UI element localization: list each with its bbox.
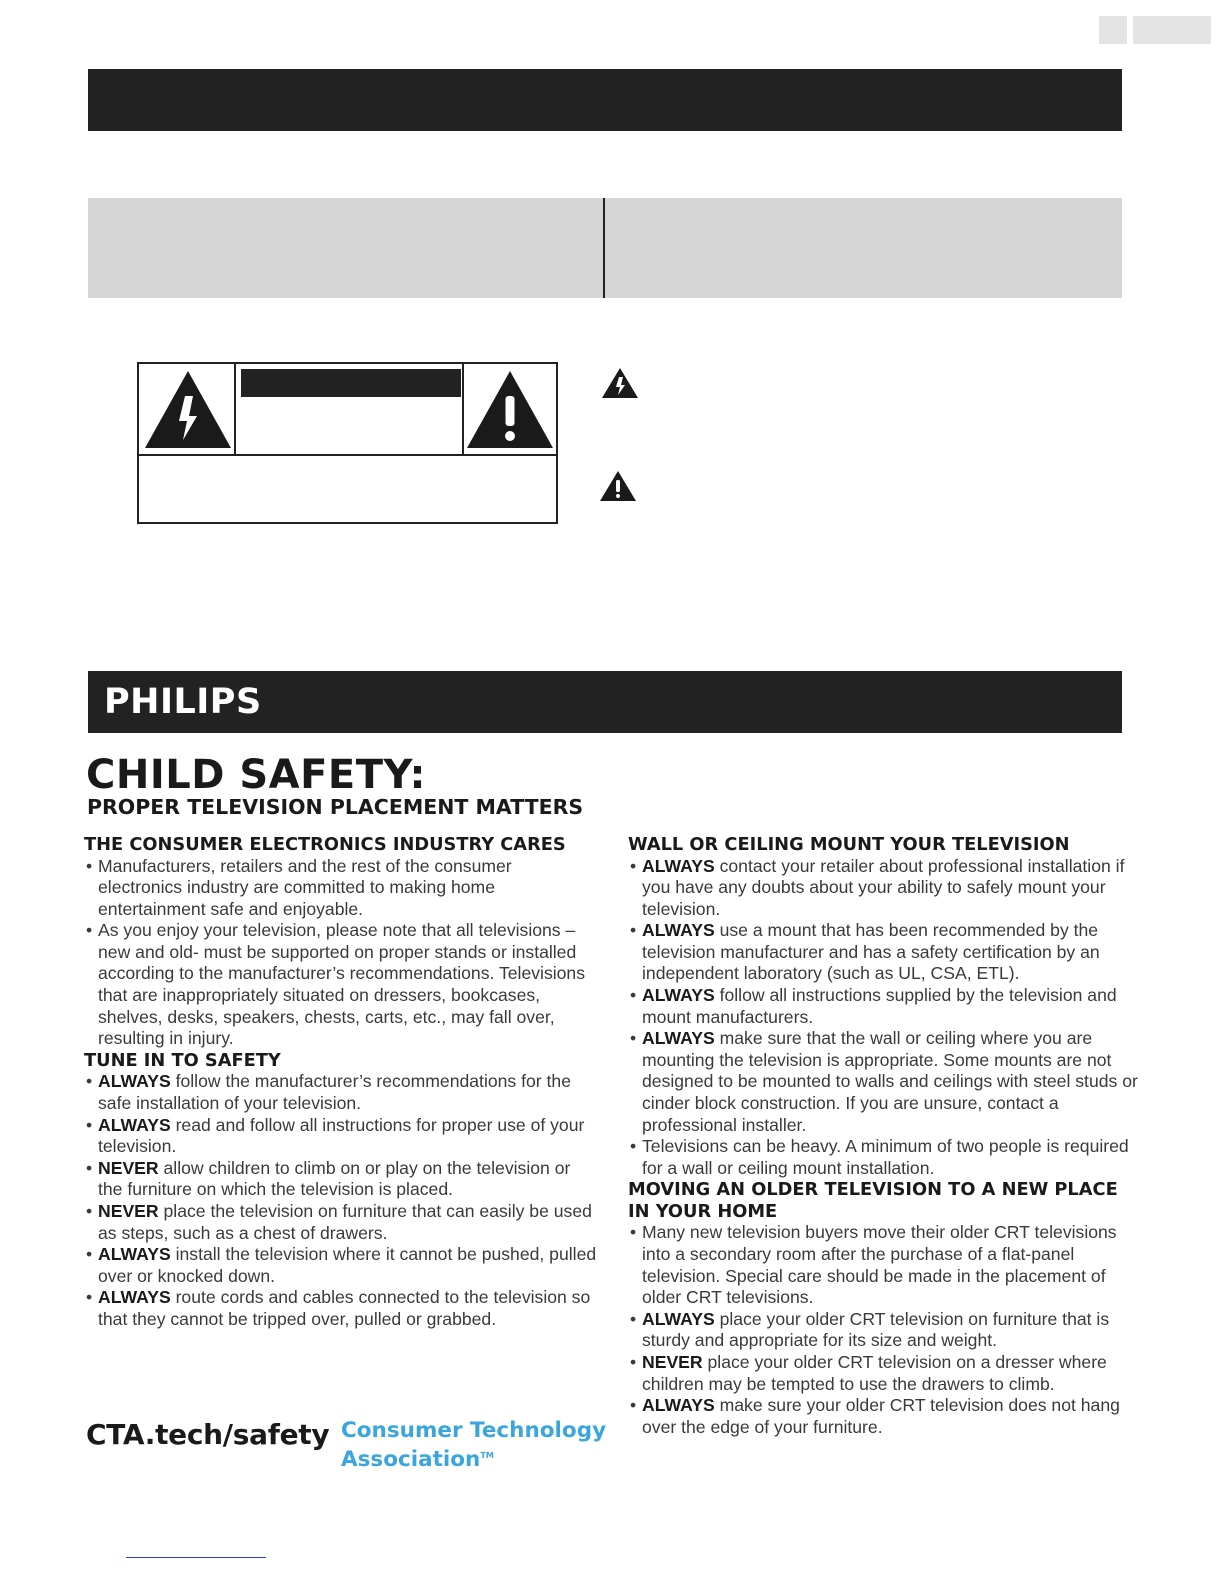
left-column xyxy=(84,834,599,1330)
caution-title-bar xyxy=(241,369,461,397)
tune-in-list xyxy=(84,1071,599,1330)
list-item: • Manufacturers, retailers and the rest of the consumer electronics industry are committed to making home entertainment safe and enjoyable. xyxy=(84,856,599,921)
list-item: • Many new television buyers move their older CRT televisions into a secondary room after the purchase of a flat-panel television. Special care should be made in the placement of older CRT televisions. xyxy=(628,1222,1138,1308)
caution-exclamation-cell xyxy=(464,364,556,454)
exclamation-triangle-icon xyxy=(464,366,556,452)
list-item: • ALWAYS use a mount that has been recommended by the television manufacturer and has a safety certification by an independent laboratory (such as UL, CSA, ETL). xyxy=(628,920,1138,985)
page-tab-right xyxy=(1133,16,1211,44)
info-panel-left xyxy=(88,198,604,298)
moving-tv-list xyxy=(628,1222,1138,1438)
panel-divider xyxy=(603,198,605,298)
section-heading: THE CONSUMER ELECTRONICS INDUSTRY CARES xyxy=(84,834,566,855)
list-item: • ALWAYS route cords and cables connected to the television so that they cannot be tripped over, pulled or grabbed. xyxy=(84,1287,599,1330)
cta-logo xyxy=(341,1418,606,1472)
section-heading: WALL OR CEILING MOUNT YOUR TELEVISION xyxy=(628,834,1070,855)
cta-logo-line1: Consumer Technology xyxy=(341,1418,607,1443)
section-heading: MOVING AN OLDER TELEVISION TO A NEW PLACE IN YOUR HOME xyxy=(628,1179,1118,1222)
list-item: • NEVER place the television on furniture that can easily be used as steps, such as a chest of drawers. xyxy=(84,1201,599,1244)
trademark-mark: TM xyxy=(480,1451,494,1460)
exclamation-triangle-icon xyxy=(598,469,638,503)
industry-cares-list xyxy=(84,856,599,1050)
list-item: • ALWAYS read and follow all instructions for proper use of your television. xyxy=(84,1115,599,1158)
list-item: • ALWAYS follow all instructions supplied by the television and mount manufacturers. xyxy=(628,985,1138,1028)
list-item: • ALWAYS make sure that the wall or ceiling where you are mounting the television is appropriate. Some mounts are not designed to be mounted to walls and ceilings with steel studs or cinder block construction. If you are unsure, contact a professional installer. xyxy=(628,1028,1138,1136)
list-item: • As you enjoy your television, please note that all televisions – new and old- must be supported on proper stands or installed according to the manufacturer’s recommendations. Televisions that are inappropriately situated on dressers, bookcases, shelves, desks, speakers, chests, carts, etc., may fall over, resulting in injury. xyxy=(84,920,599,1050)
info-panel-right xyxy=(605,198,1122,298)
list-item: • Televisions can be heavy. A minimum of two people is required for a wall or ceiling mount installation. xyxy=(628,1136,1138,1179)
list-item: • ALWAYS make sure your older CRT television does not hang over the edge of your furniture. xyxy=(628,1395,1138,1438)
child-safety-title: CHILD SAFETY: xyxy=(86,752,427,798)
caution-title-cell xyxy=(236,364,464,454)
list-item: • NEVER place your older CRT television on a dresser where children may be tempted to use the drawers to climb. xyxy=(628,1352,1138,1395)
list-item: • ALWAYS install the television where it cannot be pushed, pulled over or knocked down. xyxy=(84,1244,599,1287)
footer-link-underline xyxy=(126,1557,266,1558)
page-tab-left xyxy=(1099,16,1127,44)
lightning-triangle-icon xyxy=(600,366,640,400)
brand-logo-text: PHILIPS xyxy=(104,682,262,722)
right-column xyxy=(628,834,1138,1438)
wall-mount-list xyxy=(628,856,1138,1180)
list-item: • NEVER allow children to climb on or play on the television or the furniture on which the television is placed. xyxy=(84,1158,599,1201)
cta-logo-line2: Association xyxy=(341,1447,481,1473)
caution-text-row xyxy=(139,454,556,522)
lightning-triangle-icon xyxy=(141,366,234,452)
section-heading: TUNE IN TO SAFETY xyxy=(84,1049,281,1071)
list-item: • ALWAYS place your older CRT television on furniture that is sturdy and appropriate for its size and weight. xyxy=(628,1309,1138,1352)
caution-box xyxy=(137,362,558,524)
cta-safety-link[interactable]: CTA.tech/safety xyxy=(86,1418,330,1451)
brand-bar xyxy=(88,671,1122,733)
child-safety-subtitle: PROPER TELEVISION PLACEMENT MATTERS xyxy=(87,795,584,819)
caution-lightning-cell xyxy=(139,364,236,454)
list-item: • ALWAYS contact your retailer about professional installation if you have any doubts about your ability to safely mount your television. xyxy=(628,856,1138,921)
list-item: • ALWAYS follow the manufacturer’s recommendations for the safe installation of your television. xyxy=(84,1071,599,1114)
top-header-bar xyxy=(88,69,1122,131)
